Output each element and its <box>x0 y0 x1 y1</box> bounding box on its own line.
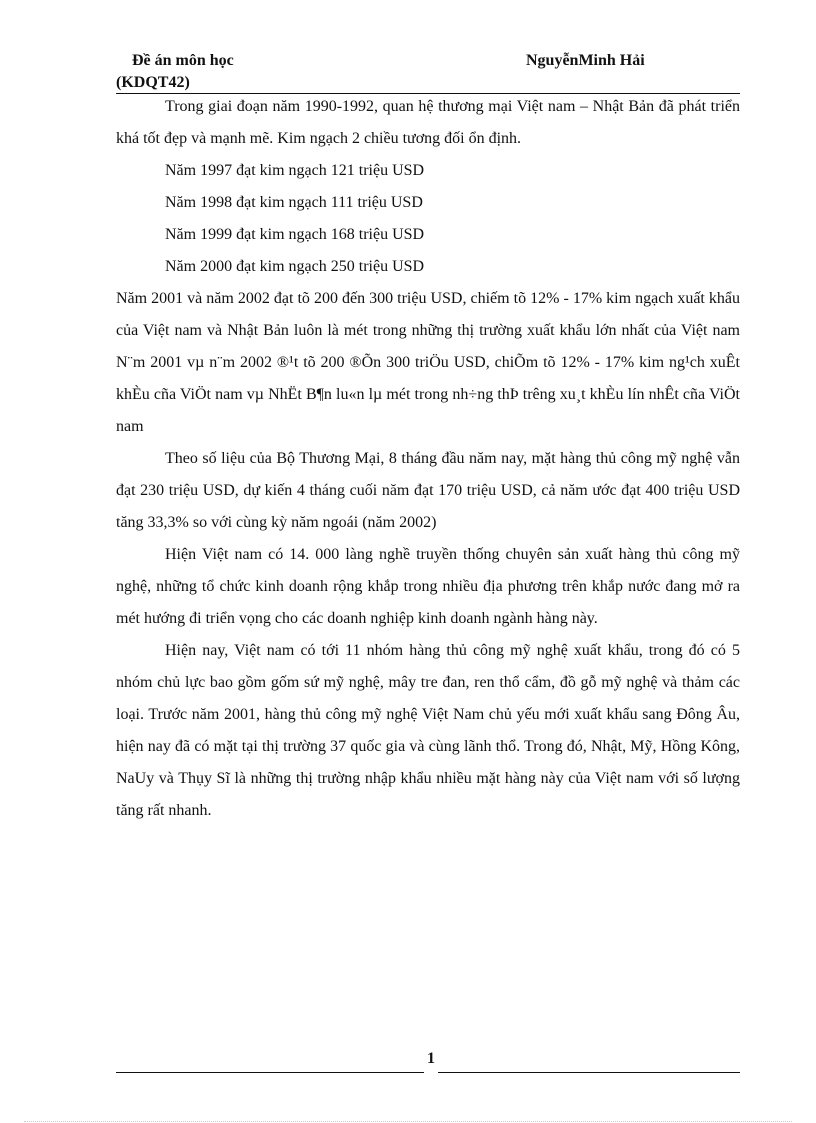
page-bottom-edge <box>24 1121 792 1122</box>
paragraph-craft-villages: Hiện Việt nam có 14. 000 làng nghề truyền thống chuyên sản xuất hàng thủ công mỹ nghệ, những tổ chức kinh doanh rộng khắp trong nhiều địa phương trên khắp nước đang mở ra mét hướng đi triển vọng cho các doanh nghiệp kinh doanh ngành hàng này. <box>116 546 740 627</box>
paragraph-trade-relations: Trong giai đoạn năm 1990-1992, quan hệ thương mại Việt nam – Nhật Bản đã phát triển khá tốt đẹp và mạnh mẽ. Kim ngạch 2 chiều tương đối ổn định. <box>116 98 740 147</box>
paragraph-ministry-statistics: Theo số liệu của Bộ Thương Mại, 8 tháng đầu năm nay, mặt hàng thủ công mỹ nghệ vẫn đạt 230 triệu USD, dự kiến 4 tháng cuối năm đạt 170 triệu USD, cả năm ước đạt 400 triệu USD tăng 33,3% so với cùng kỳ năm ngoái (năm 2002) <box>116 450 740 531</box>
trade-figure-1998: Năm 1998 đạt kim ngạch 111 triệu USD <box>165 194 423 211</box>
class-code: (KDQT42) <box>116 74 190 91</box>
trade-figure-1999: Năm 1999 đạt kim ngạch 168 triệu USD <box>165 226 425 243</box>
footer-rule-right <box>438 1072 740 1073</box>
page-number: 1 <box>427 1050 435 1067</box>
trade-figure-2000: Năm 2000 đạt kim ngạch 250 triệu USD <box>165 258 425 275</box>
document-body <box>116 91 740 827</box>
course-title: Đề án môn học <box>132 52 234 69</box>
author-name: NguyễnMinh Hải <box>526 52 645 69</box>
trade-figure-1997: Năm 1997 đạt kim ngạch 121 triệu USD <box>165 162 425 179</box>
footer-rule-left <box>116 1072 424 1073</box>
paragraph-2001-2002: Năm 2001 và năm 2002 đạt tõ 200 đến 300 triệu USD, chiếm tõ 12% - 17% kim ngạch xuất khẩu của Việt nam và Nhật Bản luôn là mét trong những thị trường xuất khẩu lớn nhất của Việt nam N¨m 2001 vµ n¨m 2002 ®¹t tõ 200 ®Õn 300 triÖu USD, chiÕm tõ 12% - 17% kim ng¹ch xuÊt khÈu cña ViÖt nam vµ NhËt B¶n lu«n lµ mét trong nh÷ng thÞ trêng xu¸t khÈu lín nhÊt cña ViÖt nam <box>116 290 740 435</box>
page-footer <box>116 1050 740 1076</box>
paragraph-export-groups: Hiện nay, Việt nam có tới 11 nhóm hàng thủ công mỹ nghệ xuất khẩu, trong đó có 5 nhóm chủ lực bao gồm gốm sứ mỹ nghệ, mây tre đan, ren thổ cẩm, đồ gỗ mỹ nghệ và thảm các loại. Trước năm 2001, hàng thủ công mỹ nghệ Việt Nam chủ yếu mới xuất khẩu sang Đông Âu, hiện nay đã có mặt tại thị trường 37 quốc gia và cùng lãnh thổ. Trong đó, Nhật, Mỹ, Hồng Kông, NaUy và Thụy Sĩ là những thị trường nhập khẩu nhiều mặt hàng này của Việt nam với số lượng tăng rất nhanh. <box>116 642 740 819</box>
